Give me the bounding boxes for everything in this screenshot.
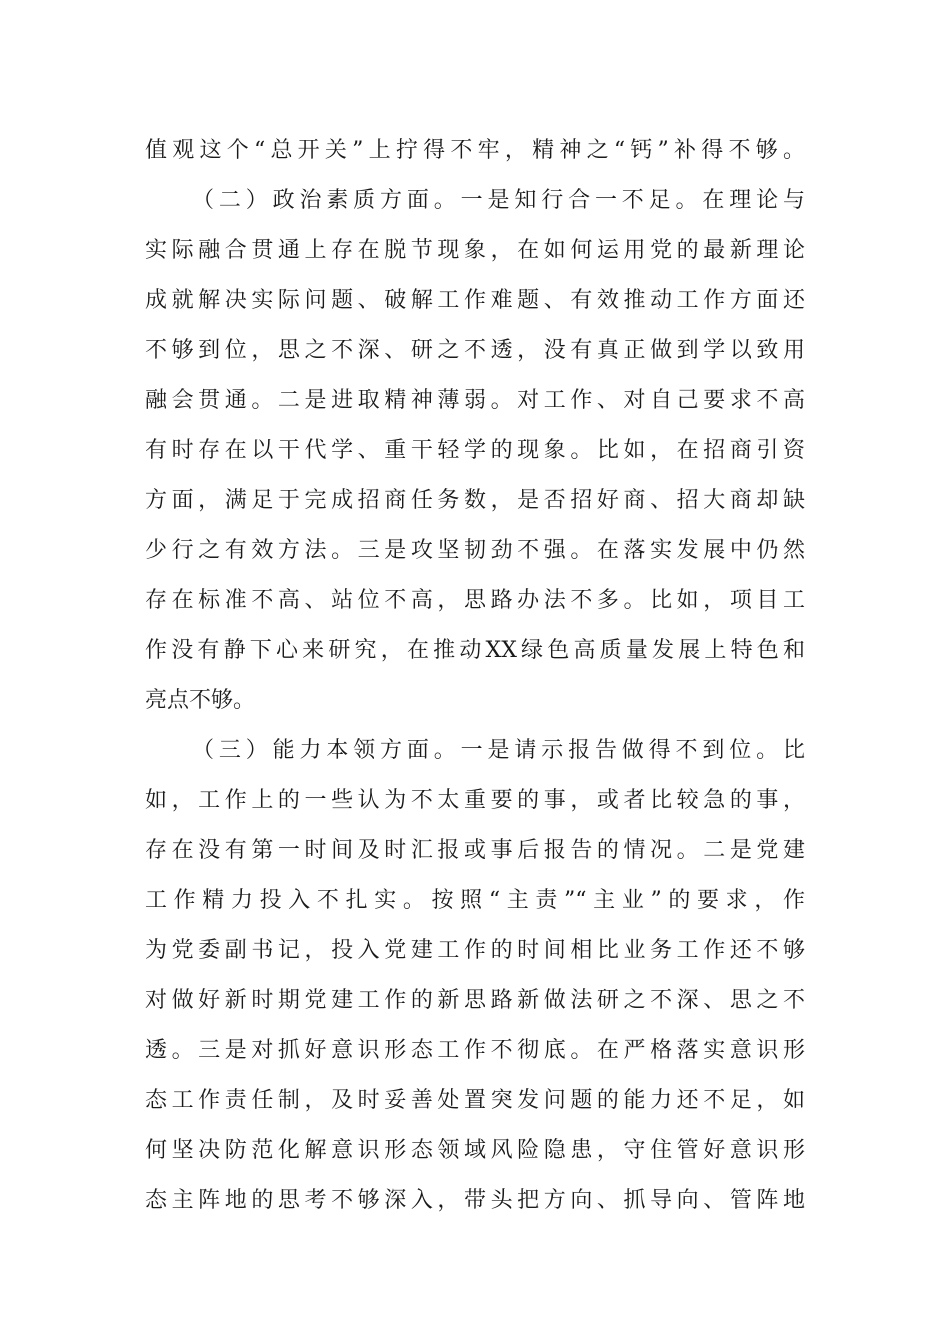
paragraph-line: 实际融合贯通上存在脱节现象，在如何运用党的最新理论: [145, 238, 805, 263]
paragraph-line: 存在没有第一时间及时汇报或事后报告的情况。二是党建: [145, 838, 805, 863]
paragraph-line: 如，工作上的一些认为不太重要的事，或者比较急的事，: [145, 788, 805, 813]
paragraph-line: 方面，满足于完成招商任务数，是否招好商、招大商却缺: [145, 488, 805, 513]
paragraph-line: （三）能力本领方面。一是请示报告做得不到位。比: [192, 738, 805, 763]
paragraph-line: 态工作责任制，及时妥善处置突发问题的能力还不足，如: [145, 1088, 805, 1113]
paragraph-line: 存在标准不高、站位不高，思路办法不多。比如，项目工: [145, 588, 805, 613]
paragraph-line: 值观这个“总开关”上拧得不牢，精神之“钙”补得不够。: [145, 138, 805, 163]
paragraph-line: 不够到位，思之不深、研之不透，没有真正做到学以致用: [145, 338, 805, 363]
paragraph-line: 作没有静下心来研究，在推动XX绿色高质量发展上特色和: [145, 638, 805, 663]
paragraph-line: 何坚决防范化解意识形态领域风险隐患，守住管好意识形: [145, 1138, 805, 1163]
paragraph-line: 对做好新时期党建工作的新思路新做法研之不深、思之不: [145, 988, 805, 1013]
paragraph-line: 有时存在以干代学、重干轻学的现象。比如，在招商引资: [145, 438, 805, 463]
paragraph-line: 透。三是对抓好意识形态工作不彻底。在严格落实意识形: [145, 1038, 805, 1063]
paragraph-line: 为党委副书记，投入党建工作的时间相比业务工作还不够: [145, 938, 805, 963]
paragraph-line: 亮点不够。: [145, 688, 256, 713]
paragraph-line: 态主阵地的思考不够深入，带头把方向、抓导向、管阵地: [145, 1188, 805, 1213]
paragraph-line: 少行之有效方法。三是攻坚韧劲不强。在落实发展中仍然: [145, 538, 805, 563]
paragraph-line: （二）政治素质方面。一是知行合一不足。在理论与: [192, 188, 805, 213]
paragraph-line: 融会贯通。二是进取精神薄弱。对工作、对自己要求不高: [145, 388, 805, 413]
paragraph-line: 成就解决实际问题、破解工作难题、有效推动工作方面还: [145, 288, 805, 313]
paragraph-line: 工作精力投入不扎实。按照“主责”“主业”的要求，作: [145, 888, 805, 913]
